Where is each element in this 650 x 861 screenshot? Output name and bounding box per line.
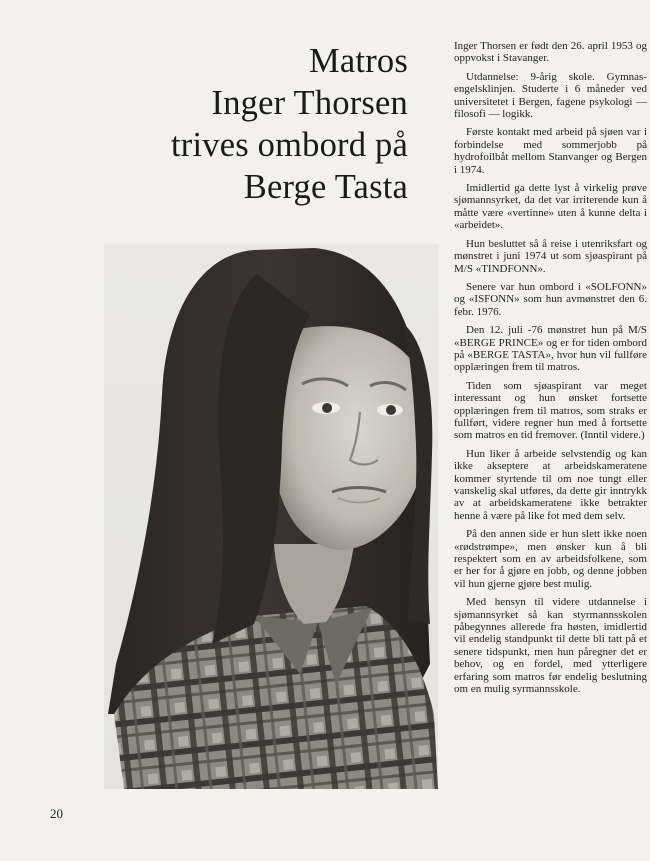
portrait-illustration [104, 244, 438, 789]
title-line: Berge Tasta [243, 168, 408, 206]
article-paragraph: Inger Thorsen er født den 26. april 1953 og oppvokst i Stavanger. [454, 40, 647, 65]
article-body [454, 40, 647, 702]
article-paragraph: Senere var hun ombord i «SOLFONN» og «ISFONN» som hun avmønstret den 6. febr. 1976. [454, 280, 647, 318]
article-paragraph: Med hensyn til videre utdannelse i sjømannsyrket så kan styrmannsskolen påbegynnes allerede fra høsten, imidlertid vil endelig standpunkt til dette bli tatt på et senere tidspunkt, men hun påregner det er behov, og en fordel, med ytterligere erfaring som matros før endelig beslutning om en mulig syrmannsskole. [454, 596, 647, 696]
portrait-photo [104, 244, 438, 789]
article-paragraph: Første kontakt med arbeid på sjøen var i forbindelse med sommerjobb på hydrofoilbåt mellom Stanvanger og Bergen i 1974. [454, 126, 647, 176]
title-line: Inger Thorsen [211, 84, 408, 122]
article-paragraph: Hun liker å arbeide selvstendig og kan ikke akseptere at arbeidskameratene kommer styrtende til om noe tungt eller vanskelig skal utføres, da dette gir inntrykk av at arbeidskameratene ikke betrakter henne å være på like fot med dem selv. [454, 447, 647, 522]
title-line: Matros [309, 42, 408, 80]
article-paragraph: Utdannelse: 9-årig skole. Gymnas-engelsklinjen. Studerte i 6 måneder ved universitetet i Bergen, fagene psykologi — filosofi — logikk. [454, 70, 647, 121]
page-number: 20 [50, 806, 63, 821]
article-paragraph: Hun besluttet så å reise i utenriksfart og mønstret i juni 1974 ut som sjøaspirant på M/S «TINDFONN». [454, 237, 647, 275]
article-paragraph: På den annen side er hun slett ikke noen «rødstrømpe», men ønsker kun å bli respektert som en av arbeidsfolkene, som er her for å gjøre en jobb, og denne jobben vil hun gjerne gjøre best mulig. [454, 528, 647, 590]
article-paragraph: Tiden som sjøaspirant var meget interessant og hun ønsket fortsette opplæringen frem til matros, som straks er fullført, videre regner hun med å fortsette som matros en tid fremover. (Inntil videre.) [454, 379, 647, 442]
article-paragraph: Imidlertid ga dette lyst å virkelig prøve sjømannsyrket, da det var irriterende kun å måtte være «vertinne» uten å kunne delta i «arbeidet». [454, 182, 647, 232]
article-title [60, 40, 408, 208]
article-paragraph: Den 12. juli -76 mønstret hun på M/S «BERGE PRINCE» og er for tiden ombord på «BERGE TASTA», hvor hun vil fullføre opplæringen frem til matros. [454, 324, 647, 374]
title-line: trives ombord på [171, 126, 408, 164]
